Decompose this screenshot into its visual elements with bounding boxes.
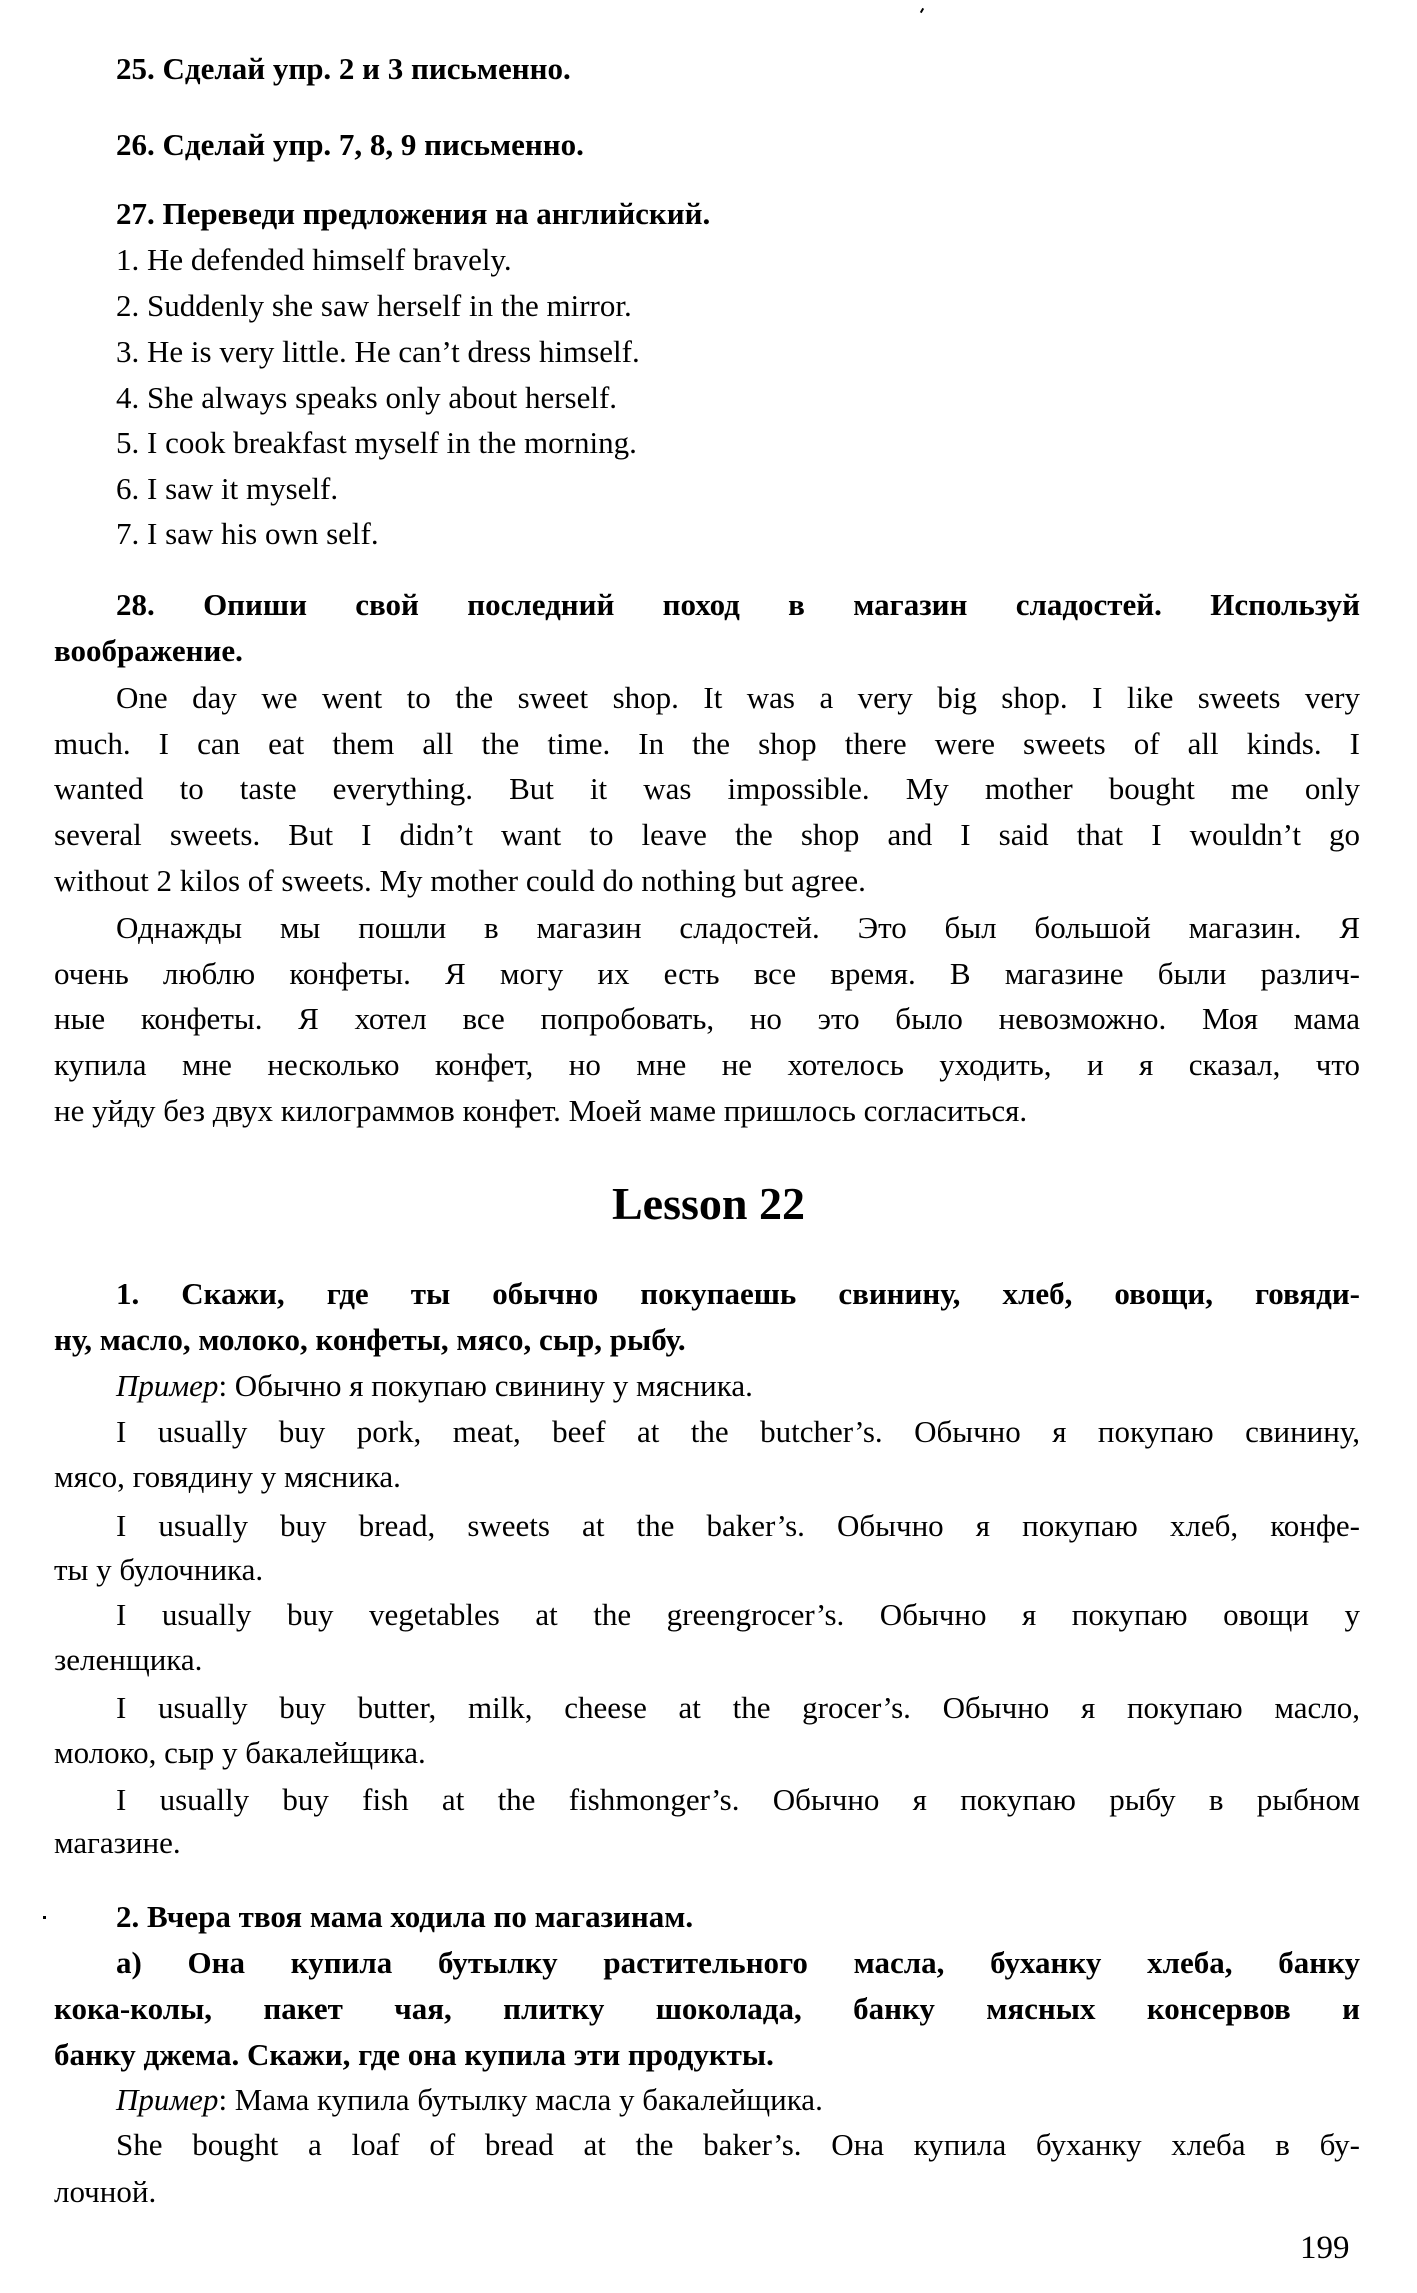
list-item: 2. Suddenly she saw herself in the mirror. [116,288,632,323]
russian-paragraph-line: не уйду без двух килограммов конфет. Моей маме пришлось согласиться. [54,1093,1028,1128]
task-28-heading: 28. Опиши свой последний поход в магазин сладостей. Используй [116,587,1360,622]
english-paragraph-line: One day we went to the sweet shop. It was a very big shop. I like sweets very [116,680,1360,715]
example-label: Пример [116,1368,219,1403]
english-paragraph-line: much. I can eat them all the time. In the shop there were sweets of all kinds. I [54,726,1360,761]
english-paragraph-line: without 2 kilos of sweets. My mother could do nothing but agree. [54,863,866,898]
english-paragraph-line: wanted to taste everything. But it was impossible. My mother bought me only [54,771,1360,806]
task-27-heading: 27. Переведи предложения на английский. [116,196,711,231]
lesson-title: Lesson 22 [612,1178,805,1229]
task-2a-line: а) Она купила бутылку растительного масла, буханку хлеба, банку [116,1945,1360,1980]
lesson-task-1-heading: 1. Скажи, где ты обычно покупаешь свинину, хлеб, овощи, говяди- [116,1276,1360,1311]
page-number: 199 [1300,2230,1350,2266]
list-item: 7. I saw his own self. [116,516,379,551]
task-2a-line: банку джема. Скажи, где она купила эти продукты. [54,2037,774,2072]
answer-line: молоко, сыр у бакалейщика. [54,1735,426,1770]
list-item: 5. I cook breakfast myself in the morning. [116,425,637,460]
example-line [116,2077,823,2123]
lesson-task-2-heading: 2. Вчера твоя мама ходила по магазинам. [116,1899,694,1934]
task-25-heading: 25. Сделай упр. 2 и 3 письменно. [116,51,571,86]
answer-line: She bought a loaf of bread at the baker’s. Она купила буханку хлеба в бу- [116,2127,1360,2162]
scan-speck [920,8,924,13]
answer-line: I usually buy bread, sweets at the baker’s. Обычно я покупаю хлеб, конфе- [116,1508,1360,1543]
scan-speck [43,1916,46,1919]
answer-line: I usually buy vegetables at the greengrocer’s. Обычно я покупаю овощи у [116,1597,1360,1632]
list-item: 4. She always speaks only about herself. [116,380,618,415]
english-paragraph-line: several sweets. But I didn’t want to leave the shop and I said that I wouldn’t go [54,817,1360,852]
russian-paragraph-line: Однажды мы пошли в магазин сладостей. Это был большой магазин. Я [116,910,1360,945]
list-item: 1. He defended himself bravely. [116,242,512,277]
russian-paragraph-line: купила мне несколько конфет, но мне не хотелось уходить, и я сказал, что [54,1047,1360,1082]
answer-line: лочной. [54,2174,157,2209]
example-text: : Обычно я покупаю свинину у мясника. [218,1368,753,1403]
russian-paragraph-line: ные конфеты. Я хотел все попробовать, но это было невозможно. Моя мама [54,1001,1360,1036]
task-2a-line: кока-колы, пакет чая, плитку шоколада, банку мясных консервов и [54,1991,1360,2026]
answer-line: I usually buy fish at the fishmonger’s. Обычно я покупаю рыбу в рыбном [116,1782,1360,1817]
lesson-task-1-heading-cont: ну, масло, молоко, конфеты, мясо, сыр, рыбу. [54,1322,686,1357]
example-line [116,1363,753,1409]
answer-line: зеленщика. [54,1642,203,1677]
example-text: : Мама купила бутылку масла у бакалейщика. [218,2082,823,2117]
russian-paragraph-line: очень люблю конфеты. Я могу их есть все время. В магазине были различ- [54,956,1360,991]
list-item: 6. I saw it myself. [116,471,339,506]
list-item: 3. He is very little. He can’t dress himself. [116,334,640,369]
answer-line: I usually buy butter, milk, cheese at the grocer’s. Обычно я покупаю масло, [116,1690,1360,1725]
answer-line: магазине. [54,1825,181,1860]
answer-line: мясо, говядину у мясника. [54,1459,401,1494]
answer-line: I usually buy pork, meat, beef at the butcher’s. Обычно я покупаю свинину, [116,1414,1360,1449]
task-28-heading-cont: воображение. [54,633,243,668]
task-26-heading: 26. Сделай упр. 7, 8, 9 письменно. [116,127,584,162]
answer-line: ты у булочника. [54,1552,264,1587]
example-label: Пример [116,2082,219,2117]
